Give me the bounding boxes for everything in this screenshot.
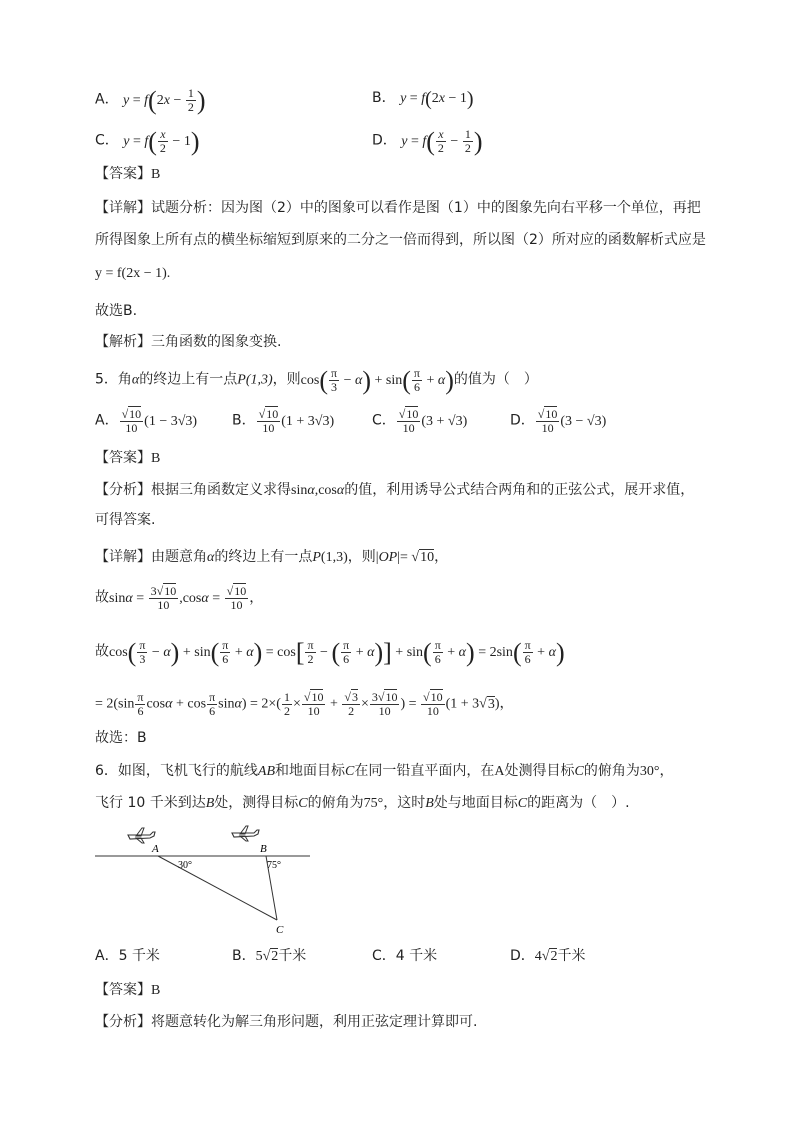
q6-option-c: C．4 千米 <box>372 948 438 964</box>
q4-detail-line2: 所得图象上所有点的横坐标缩短到原来的二分之一倍而得到，所以图（2）所对应的函数解析式应是 <box>95 232 706 248</box>
q6-stem-line1: 6．如图，飞机飞行的航线AB和地面目标C在同一铅直平面内，在A处测得目标C的俯角为30°， <box>95 763 674 779</box>
q4-choose: 故选B. <box>95 303 138 319</box>
q4-option-c: C． y = f( $\frac{x}{2}$ − 1) <box>95 126 200 156</box>
q5-option-c: C． $\frac{√10}{10}$ (3 + √3) <box>372 407 468 435</box>
label-c: C <box>276 924 284 936</box>
q6-stem-line2: 飞行 10 千米到达B处，测得目标C的俯角为75°，这时B处与地面目标C的距离为（ ）. <box>95 795 630 811</box>
label-angle-75: 75° <box>267 860 281 871</box>
label-a: A <box>152 843 159 855</box>
q4-analysis: 【解析】三角函数的图象变换. <box>95 334 282 350</box>
plane-b-icon <box>232 826 259 841</box>
q6-figure <box>90 822 320 938</box>
label-b: B <box>260 843 267 855</box>
q6-option-a: A．5 千米 <box>95 948 160 964</box>
plane-a-icon <box>128 828 155 843</box>
segment-ac <box>158 856 277 920</box>
q5-detail-line2: 故sinα = $\frac{3√10}{10}$ ,cosα = $\frac{√10}{10}$ ， <box>95 584 264 612</box>
q5-option-a: A． $\frac{√10}{10}$ (1 − 3√3) <box>95 407 198 435</box>
q5-fenxi-line1: 【分析】根据三角函数定义求得sinα,cosα的值，利用诱导公式结合两角和的正弦公式，展开求值， <box>95 482 695 498</box>
q6-option-b: B．5√2千米 <box>232 948 307 964</box>
q4-detail-formula: y = f(2x − 1). <box>95 266 171 281</box>
q5-answer: 【答案】B <box>95 450 161 466</box>
q6-option-d: D．4√2千米 <box>510 948 586 964</box>
q5-option-d: D． $\frac{√10}{10}$ (3 − √3) <box>510 407 607 435</box>
q4-detail-line1: 【详解】试题分析：因为图（2）中的图象可以看作是图（1）中的图象先向右平移一个单位，再把 <box>95 200 701 216</box>
q5-fenxi-line2: 可得答案. <box>95 512 156 528</box>
q4-option-b: B． y = f(2x − 1) <box>372 87 474 110</box>
q4-answer: 【答案】B <box>95 166 161 182</box>
label-angle-30: 30° <box>178 860 192 871</box>
q5-detail-line1: 【详解】由题意角α的终边上有一点P(1,3)，则|OP|= √10， <box>95 549 449 565</box>
q5-stem: 5．角α的终边上有一点P(1,3)，则cos( $\frac{\pi}{3}$ − α) + sin( $\frac{\pi}{6}$ + α)的值为（ ） <box>95 365 538 395</box>
q5-choose: 故选：B <box>95 730 147 746</box>
q4-option-d: D． y = f( $\frac{x}{2}$ − $\frac{1}{2}$ ) <box>372 126 483 156</box>
q6-answer: 【答案】B <box>95 982 161 998</box>
q4-option-a: A． y = f(2x − $\frac{1}{2}$ ) <box>95 85 206 115</box>
q6-fenxi: 【分析】将题意转化为解三角形问题，利用正弦定理计算即可. <box>95 1014 478 1030</box>
q5-detail-line4: = 2(sin $\frac{\pi}{6}$ cosα + cos $\frac{\pi}{6}$ sinα) = 2×( $\frac{1}{2}$ × $\frac{√10}{10}$ + $\frac{√3}{2}$ × $\frac{3√10}{10}$ ) = $\frac{√10}{10}$ (1 + 3√3)， <box>95 690 514 718</box>
q5-detail-line3: 故cos( $\frac{\pi}{3}$ − α) + sin( $\frac{\pi}{6}$ + α) = cos[ $\frac{\pi}{2}$ − ( $\frac{\pi}{6}$ + α)] + sin( $\frac{\pi}{6}$ + α) = 2sin( $\frac{\pi}{6}$ + α) <box>95 637 565 667</box>
q5-option-b: B． $\frac{√10}{10}$ (1 + 3√3) <box>232 407 335 435</box>
